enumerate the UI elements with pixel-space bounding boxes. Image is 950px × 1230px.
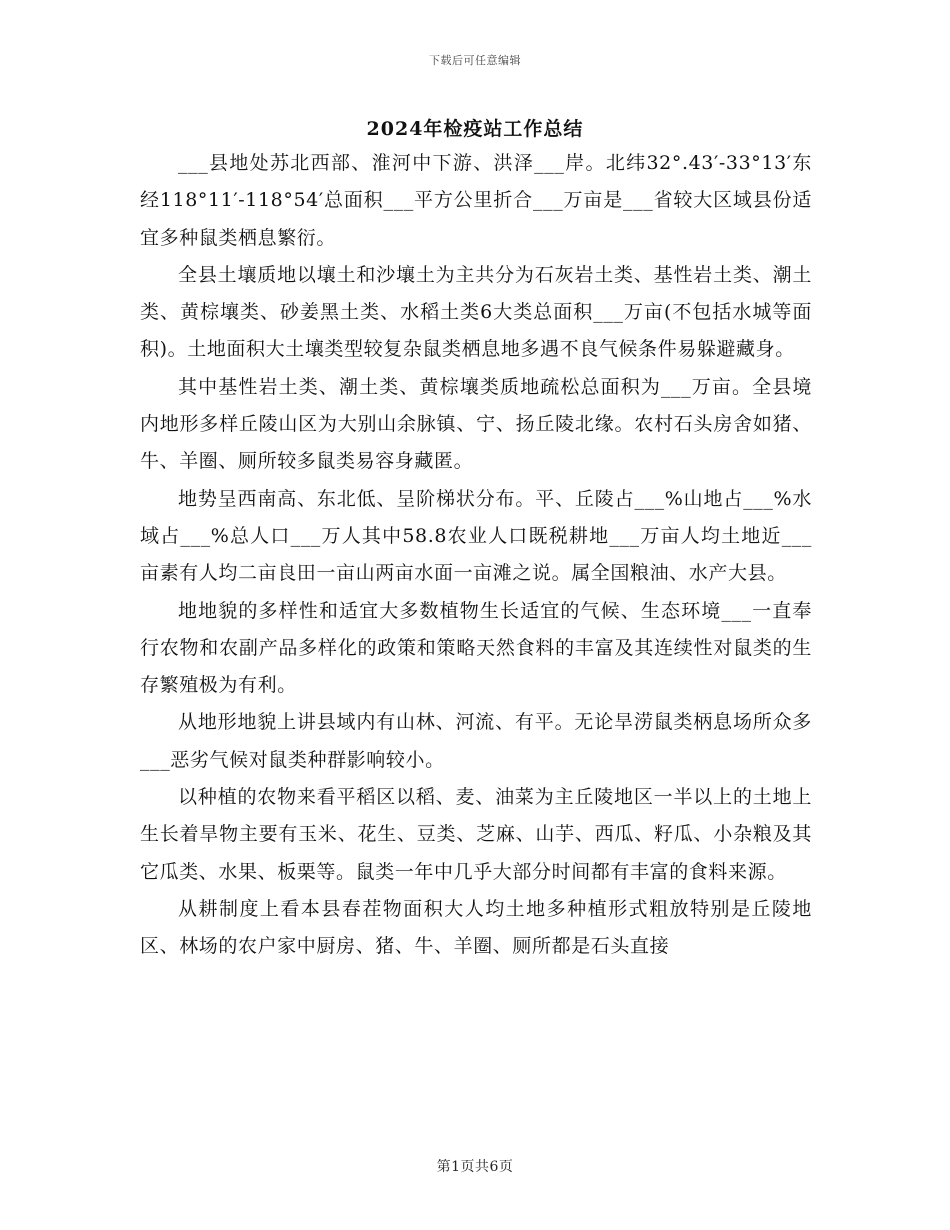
paragraph-1: ___县地处苏北西部、淮河中下游、洪泽___岸。北纬32°.43′-33°13′东经118°11′-118°54′总面积___平方公里折合___万亩是___省较大区域县份适宜多种鼠类栖息繁衍。	[140, 152, 812, 249]
paragraph-2: 全县土壤质地以壤土和沙壤土为主共分为石灰岩土类、基性岩土类、潮土类、黄棕壤类、砂姜黑土类、水稻土类6大类总面积___万亩(不包括水城等面积)。土地面积大土壤类型较复杂鼠类栖息地多遇不良气候条件易躲避藏身。	[140, 263, 812, 361]
paragraph-3: 其中基性岩土类、潮土类、黄棕壤类质地疏松总面积为___万亩。全县境内地形多样丘陵山区为大别山余脉镇、宁、扬丘陵北缘。农村石头房舍如猪、牛、羊圈、厕所较多鼠类易容身藏匿。	[140, 375, 812, 473]
page-number: 第1页共6页	[436, 1159, 514, 1175]
paragraph-8: 从耕制度上看本县春茬物面积大人均土地多种植形式粗放特别是丘陵地区、林场的农户家中厨房、猪、牛、羊圈、厕所都是石头直接	[140, 897, 812, 958]
paragraph-6: 从地形地貌上讲县域内有山林、河流、有平。无论旱涝鼠类柄息场所众多___恶劣气候对鼠类种群影响较小。	[140, 711, 812, 771]
page-header-note: 下载后可任意编辑	[429, 54, 521, 67]
paragraph-5: 地地貌的多样性和适宜大多数植物生长适宜的气候、生态环境___一直奉行农物和农副产品多样化的政策和策略天然食料的丰富及其连续性对鼠类的生存繁殖极为有利。	[140, 599, 812, 697]
document-title: 2024年检疫站工作总结	[366, 118, 584, 140]
paragraph-7: 以种植的农物来看平稻区以稻、麦、油菜为主丘陵地区一半以上的土地上生长着旱物主要有玉米、花生、豆类、芝麻、山芋、西瓜、籽瓜、小杂粮及其它瓜类、水果、板栗等。鼠类一年中几乎大部分时间都有丰富的食料来源。	[140, 786, 812, 883]
document-body	[140, 145, 812, 966]
paragraph-4: 地势呈西南高、东北低、呈阶梯状分布。平、丘陵占___%山地占___%水域占___%总人口___万人其中58.8农业人口既税耕地___万亩人均土地近___亩素有人均二亩良田一亩山两亩水面一亩滩之说。属全国粮油、水产大县。	[140, 487, 812, 585]
